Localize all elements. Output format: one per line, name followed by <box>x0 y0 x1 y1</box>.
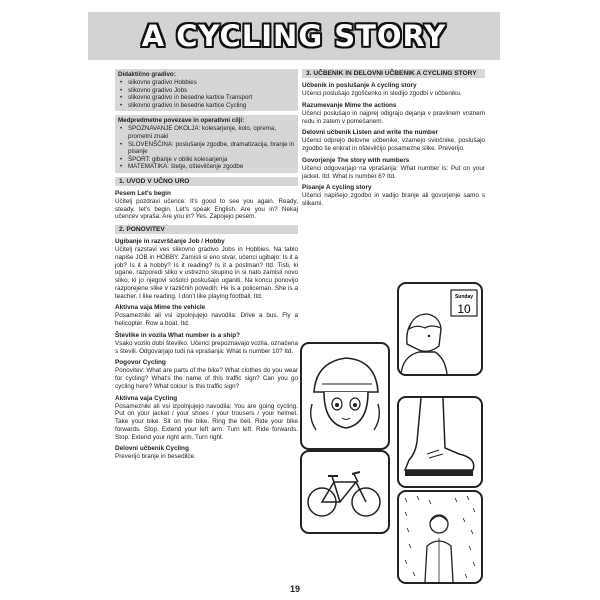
activity-heading: Delovni učbenik Listen and write the number <box>302 129 439 137</box>
materials-list <box>118 79 295 109</box>
calendar-day: Sunday <box>454 294 474 300</box>
page-number: 19 <box>290 584 301 594</box>
activity-text: Vsako vozilo dobi številko. Učenci prepoznavajo vozila, označena s števili. Odgovarjajo tudi na vprašanja: What is number 10? Itd. <box>115 339 298 355</box>
activity-text: Učitelj razstavi ves slikovno gradivo Jobs in Hobbies. Na tablo napiše JOB in HOBBY. Zamisli si eno stvar, učenci ugibajo: Is it a job? Is it a hobby? Is it reading? Is it a postman? Itd. Tisti, ki ugane, razporedi sliko v ustrezno skupino in si nato zamisli novo sliko, ki jo njegovi sošolci poskušajo uganiti. Na koncu ponovijo razporejene slike v različnih povedih: He is a policeman. She is a teacher. I like reading. I don't like playing football. Itd. <box>115 246 298 300</box>
list-item: • slikovno gradivo Jobs <box>128 87 295 95</box>
activity-text: Ponovitev: What are parts of the bike? What clothes do you wear for cycling? What's the name of this traffic sign? Can you go cycling here? What colour is this traffic sign? <box>115 367 298 390</box>
activity-text: Učitelj pozdravi učence: It's good to see you again. Ready, steady, let's begin. Let's speak English. Are you in? Nekaj učencev vpraša: Are you in? Yes. Zapojejo pesem. <box>115 197 298 221</box>
activity-text: Učenci napišejo zgodbo in vadijo branje ali govorjenje samo s slikami. <box>302 192 485 207</box>
activity-heading: Razumevanje Mime the actions <box>302 101 397 109</box>
activity-text: Učenci poslušajo zgoščenko in sledijo zgodbi v učbeniku. <box>302 90 462 97</box>
activity-heading: Pesem Let's begin <box>115 189 171 197</box>
activity-text: Preverijo branje in besedilče. <box>115 453 196 461</box>
materials-heading: Didaktično gradivo: <box>118 71 176 78</box>
activity-heading: Pogovor Cycling <box>115 359 166 367</box>
section-heading: 1. UVOD V UČNO URO <box>115 177 298 186</box>
materials-box <box>115 69 298 111</box>
activity-heading: Delovni učbenik Cycling <box>115 445 189 453</box>
right-column <box>302 69 485 208</box>
activity-heading: Učbenik in poslušanje A cycling story <box>302 82 417 89</box>
activity-text: Posamezniki ali vsi izpolnjujejo navodila: You are going cycling. Put on your jacket / your shoes / your trousers / your helmet. Take your bike. Sit on the bike. Ring the bell. Ride your bike forwards. Stop. Extend your left arm. Turn left. Ride forwards. Stop. Extend your right arm. Turn right. <box>115 402 298 441</box>
page-title: A CYCLING STORY <box>141 19 447 53</box>
list-item: • slikovno gradivo Hobbies <box>128 79 295 87</box>
activity-text: Učenci poslušajo in najprej odigrajo dejanja v pravilnem vrstnem redu in zatem v pomešanem. <box>302 109 485 125</box>
activity-heading: Ugibanje in razvrščanje Job / Hobby <box>115 238 225 246</box>
activity-heading: Aktivna vaja Mime the vehicle <box>115 304 206 312</box>
list-item: • MATEMATIKA: štetje, oštevilčenje zgodbe <box>128 163 295 171</box>
shoe-picture <box>397 396 483 488</box>
activity-heading: Govorjenje The story with numbers <box>302 156 410 164</box>
title-banner <box>88 12 500 60</box>
section-heading: 3. UČBENIK IN DELOVNI UČBENIK A CYCLING STORY <box>302 69 485 78</box>
activity-text: Učenci odprejo delovne učbenike, vzamejo svinčnike, poslušajo zgodbo še enkrat in oštevilčijo posamezne slike. Preverijo. <box>302 137 485 152</box>
calendar-picture <box>397 282 483 376</box>
activity-text: Učenci odgovarjajo na vprašanja: What number is: Put on your jacket. Itd. What is number 6? Itd. <box>302 164 485 180</box>
activity-heading: Aktivna vaja Cycling <box>115 394 178 402</box>
list-item: • ŠPORT: gibanje v obliki kolesarjenja <box>128 156 295 164</box>
left-column <box>115 69 298 461</box>
calendar-date: 10 <box>457 302 471 316</box>
bicycle-picture <box>300 450 390 534</box>
list-item: • slikovno gradivo in besedne kartice Cycling <box>128 102 295 110</box>
rain-picture <box>397 490 483 584</box>
goals-box <box>115 115 298 173</box>
activity-heading: Števlike in vozila What number is a ship? <box>115 331 241 339</box>
list-item: • SLOVENŠČINA: poslušanje zgodbe, dramatizacija, branje in pisanje <box>128 141 295 156</box>
goals-list <box>118 125 295 171</box>
helmet-boy-picture <box>300 342 390 450</box>
goals-heading: Medpredmetne povezave in operativni cilji: <box>118 117 245 125</box>
section-heading: 2. PONOVITEV <box>115 225 298 234</box>
activity-heading: Pisanje A cycling story <box>302 184 372 192</box>
story-pictures <box>300 282 490 582</box>
list-item: • slikovno gradivo in besedne kartice Transport <box>128 94 295 102</box>
activity-text: Posamezniki ali vsi izpolnjujejo navodila: Drive a bus. Fly a helicopter. Row a boat. Itd. <box>115 312 298 328</box>
list-item: • SPOZNAVANJE OKOLJA: kolesarjenje, kolo, oprema, prometni znaki <box>128 125 295 140</box>
